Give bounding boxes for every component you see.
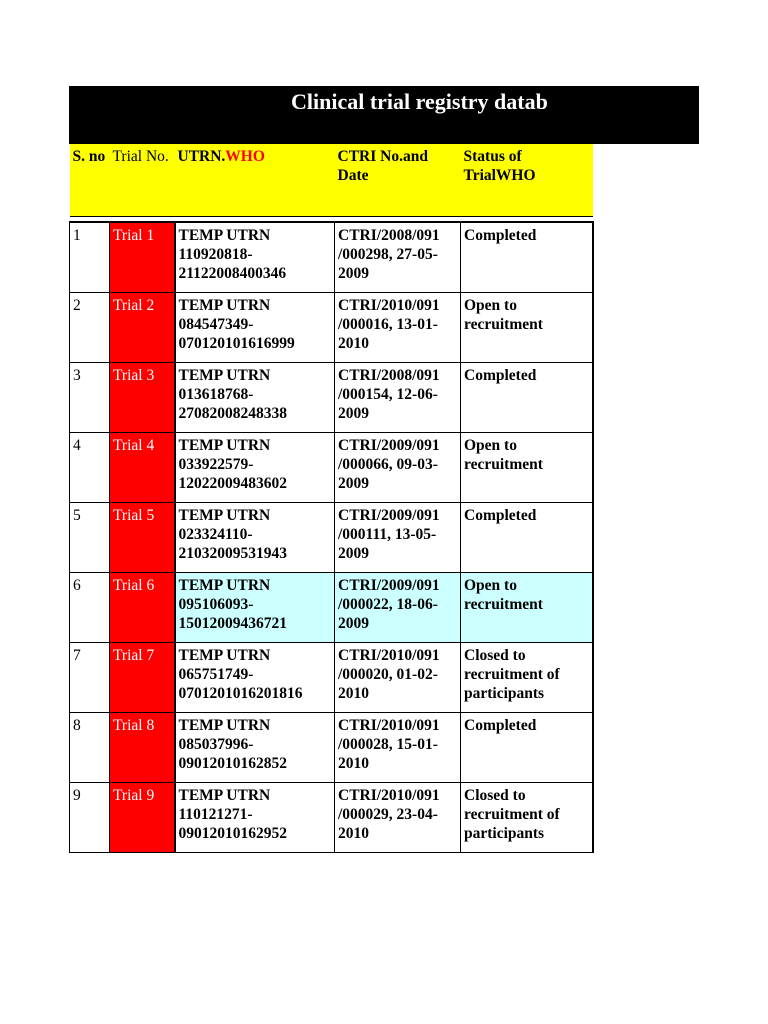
cell-trial-no: Trial 3	[110, 363, 175, 433]
cell-ctri: CTRI/2010/091 /000016, 13-01-2010	[335, 293, 461, 363]
cell-utrn: TEMP UTRN 095106093-15012009436721	[175, 573, 335, 643]
header-ctri: CTRI No.and Date	[335, 144, 461, 217]
cell-utrn: TEMP UTRN 110121271-09012010162952	[175, 783, 335, 853]
cell-utrn: TEMP UTRN 033922579-12022009483602	[175, 433, 335, 503]
cell-status: Closed to recruitment of participants	[461, 643, 593, 713]
cell-utrn: TEMP UTRN 023324110-21032009531943	[175, 503, 335, 573]
cell-status: Open to recruitment	[461, 293, 593, 363]
cell-status: Open to recruitment	[461, 573, 593, 643]
cell-status: Completed	[461, 503, 593, 573]
table-row	[70, 643, 593, 713]
cell-utrn: TEMP UTRN 110920818-21122008400346	[175, 222, 335, 293]
table-row	[70, 783, 593, 853]
header-trial-label: Trial No.	[112, 148, 169, 165]
cell-status: Open to recruitment	[461, 433, 593, 503]
table-row	[70, 293, 593, 363]
cell-utrn: TEMP UTRN 065751749-0701201016201816	[175, 643, 335, 713]
cell-trial-no: Trial 4	[110, 433, 175, 503]
cell-sno: 4	[70, 433, 110, 503]
cell-utrn: TEMP UTRN 084547349-070120101616999	[175, 293, 335, 363]
cell-utrn: TEMP UTRN 085037996-09012010162852	[175, 713, 335, 783]
cell-ctri: CTRI/2010/091 /000020, 01-02-2010	[335, 643, 461, 713]
cell-ctri: CTRI/2008/091 /000298, 27-05-2009	[335, 222, 461, 293]
cell-ctri: CTRI/2008/091 /000154, 12-06-2009	[335, 363, 461, 433]
header-row	[70, 144, 593, 217]
table-row	[70, 222, 593, 293]
cell-trial-no: Trial 6	[110, 573, 175, 643]
cell-trial-no: Trial 9	[110, 783, 175, 853]
cell-sno: 5	[70, 503, 110, 573]
title-bar	[69, 86, 699, 144]
cell-sno: 3	[70, 363, 110, 433]
cell-sno: 9	[70, 783, 110, 853]
cell-trial-no: Trial 5	[110, 503, 175, 573]
cell-sno: 8	[70, 713, 110, 783]
header-utrn-who: WHO	[225, 148, 265, 165]
cell-ctri: CTRI/2010/091 /000029, 23-04-2010	[335, 783, 461, 853]
cell-status: Completed	[461, 363, 593, 433]
cell-trial-no: Trial 1	[110, 222, 175, 293]
table-row	[70, 433, 593, 503]
header-utrn	[175, 144, 335, 217]
cell-utrn: TEMP UTRN 013618768-27082008248338	[175, 363, 335, 433]
cell-sno: 1	[70, 222, 110, 293]
header-status: Status of TrialWHO	[461, 144, 593, 217]
cell-trial-no: Trial 7	[110, 643, 175, 713]
cell-status: Closed to recruitment of participants	[461, 783, 593, 853]
cell-ctri: CTRI/2010/091 /000028, 15-01-2010	[335, 713, 461, 783]
header-trial-no	[110, 144, 175, 217]
cell-ctri: CTRI/2009/091 /000066, 09-03-2009	[335, 433, 461, 503]
page-title: Clinical trial registry datab	[291, 89, 548, 114]
cell-sno: 6	[70, 573, 110, 643]
table-row	[70, 503, 593, 573]
table-row	[70, 713, 593, 783]
cell-status: Completed	[461, 713, 593, 783]
cell-status: Completed	[461, 222, 593, 293]
cell-ctri: CTRI/2009/091 /000022, 18-06-2009	[335, 573, 461, 643]
cell-trial-no: Trial 2	[110, 293, 175, 363]
header-utrn-prefix: UTRN.	[177, 148, 226, 165]
trial-registry-table	[69, 144, 594, 853]
cell-sno: 7	[70, 643, 110, 713]
cell-ctri: CTRI/2009/091 /000111, 13-05-2009	[335, 503, 461, 573]
table-row	[70, 573, 593, 643]
cell-trial-no: Trial 8	[110, 713, 175, 783]
table-row	[70, 363, 593, 433]
cell-sno: 2	[70, 293, 110, 363]
header-sno: S. no	[70, 144, 110, 217]
